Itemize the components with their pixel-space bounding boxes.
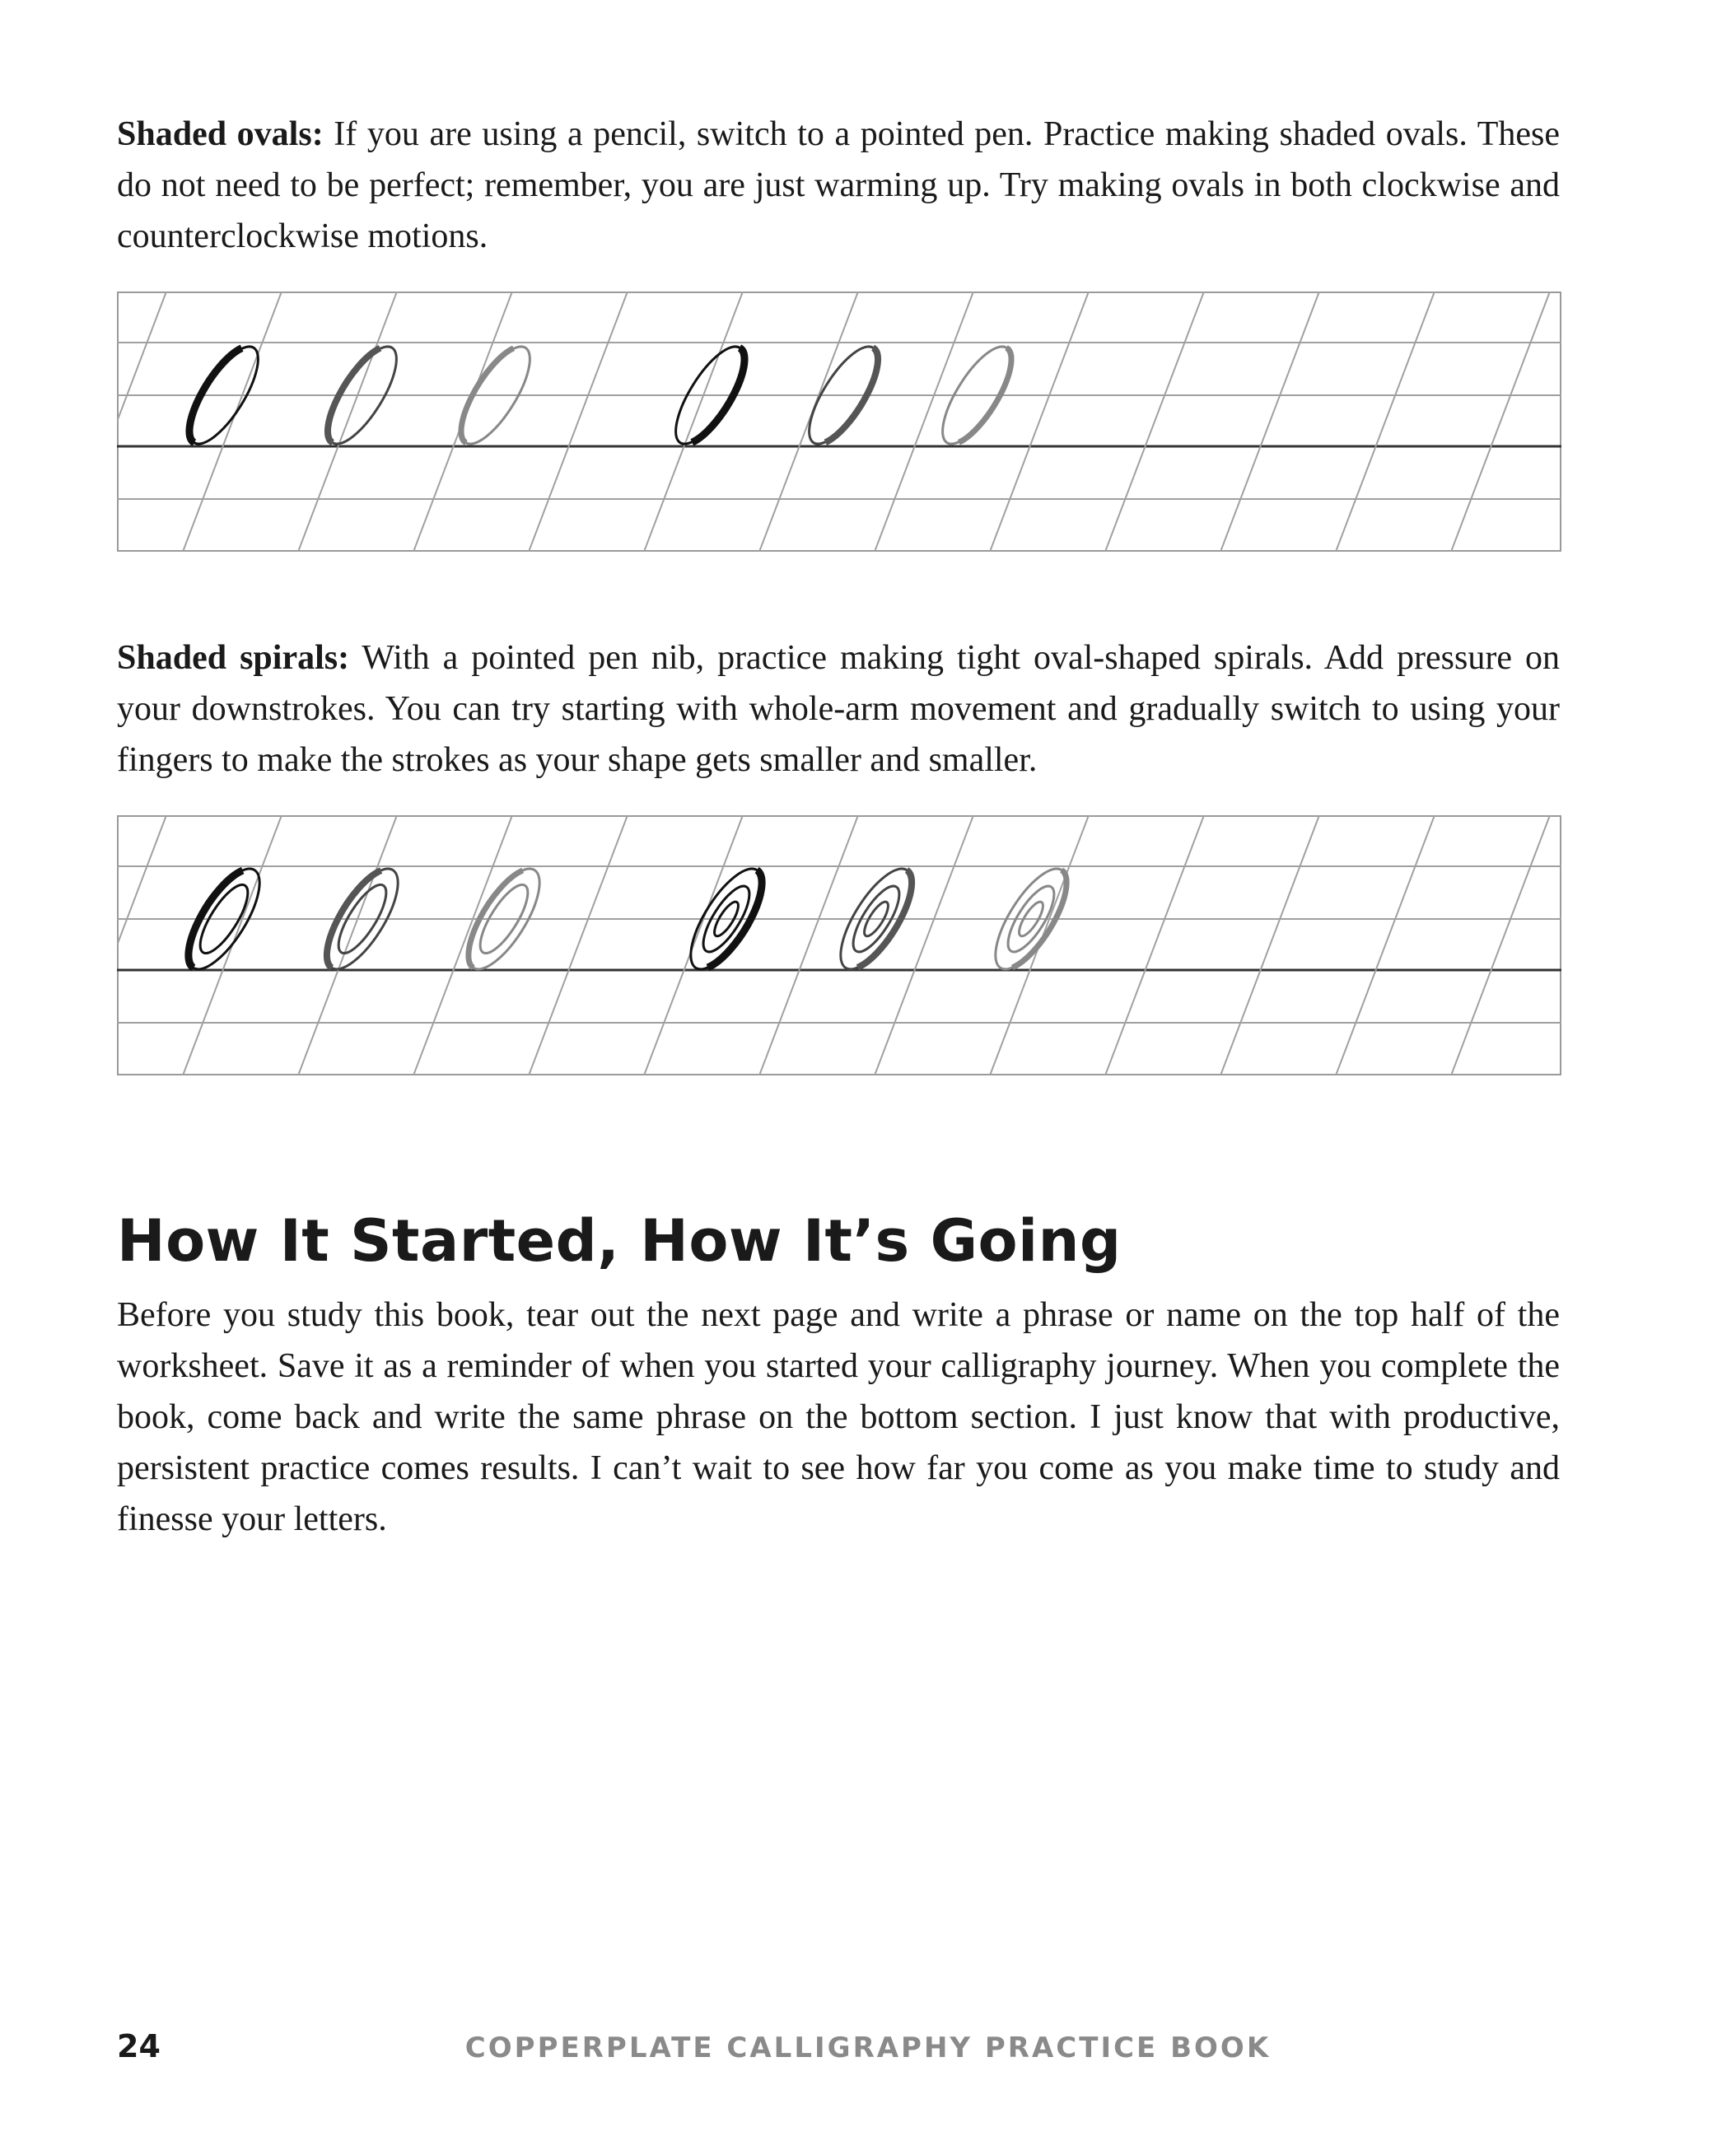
guide-lines bbox=[117, 866, 1561, 1023]
intro-paragraph: Before you study this book, tear out the next page and write a phrase or name on the top half of the worksheet. Save it as a reminder of when you started your calligraphy journey. When you complete the book, come back and write the same phrase on the bottom section. I just know that with productive, persistent practice comes results. I can’t wait to see how far you come as you make time to study and finesse your letters. bbox=[117, 1296, 1560, 1538]
grid-border bbox=[118, 816, 1561, 1075]
ovals-lead: Shaded ovals: bbox=[117, 115, 324, 153]
book-title: COPPERPLATE CALLIGRAPHY PRACTICE BOOK bbox=[464, 2031, 1272, 2064]
slant-lines bbox=[117, 815, 1550, 1075]
section-heading: How It Started, How It’s Going bbox=[117, 1207, 1122, 1275]
spirals-paragraph bbox=[117, 632, 1560, 786]
ovals-text: If you are using a pencil, switch to a pointed pen. Practice making shaded ovals. These do not need to be perfect; remember, you are just warming up. Try making ovals in both clockwise and counterclockwise motions. bbox=[117, 115, 1560, 255]
ovals-paragraph bbox=[117, 109, 1560, 262]
ovals-practice-grid bbox=[117, 292, 1561, 552]
grid-border bbox=[118, 292, 1561, 551]
ovals-grid-svg bbox=[117, 292, 1561, 552]
spirals-text: With a pointed pen nib, practice making tight oval-shaped spirals. Add pressure on your downstrokes. You can try starting with whole-arm movement and gradually switch to using your fingers to make the strokes as your shape gets smaller and smaller. bbox=[117, 639, 1560, 779]
page-number: 24 bbox=[117, 2028, 161, 2064]
spirals-practice-grid bbox=[117, 815, 1561, 1075]
spirals-grid-svg bbox=[117, 815, 1561, 1075]
spirals-lead: Shaded spirals: bbox=[117, 639, 350, 677]
